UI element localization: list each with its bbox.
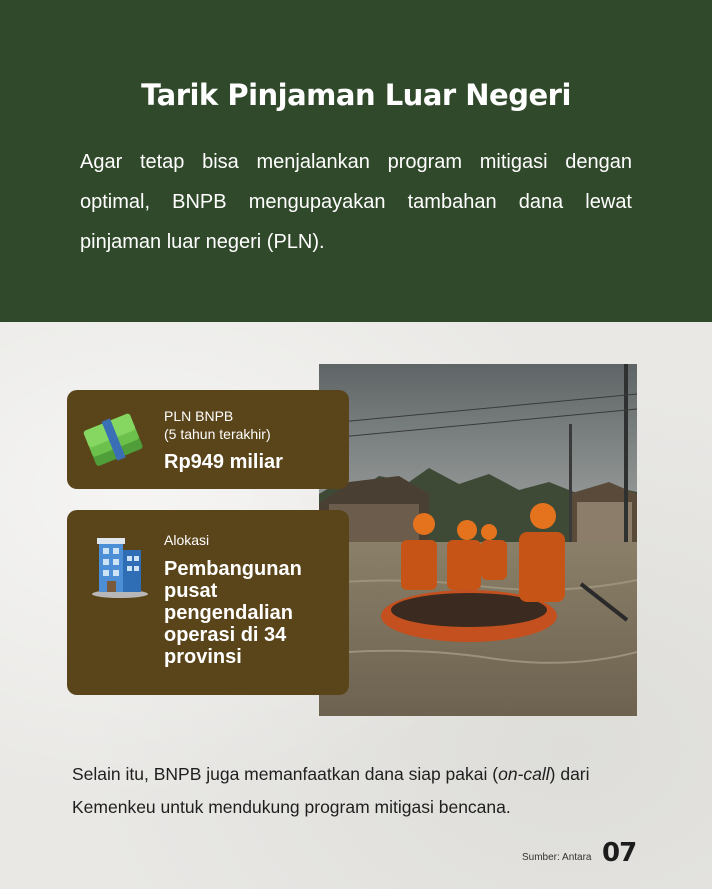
page-number: 07 — [602, 838, 637, 868]
allocation-card — [67, 510, 349, 695]
header-banner — [0, 0, 712, 322]
card-label-title: PLN BNPB — [164, 408, 234, 424]
building-icon — [89, 532, 151, 605]
closing-text-after: ) dari Kemenkeu untuk mendukung program mitigasi bencana. — [72, 764, 590, 817]
closing-text-italic: on-call — [498, 764, 550, 784]
intro-paragraph: Agar tetap bisa menjalankan program mitigasi dengan optimal, BNPB mengupayakan tambahan dana lewat pinjaman luar negeri (PLN). — [80, 151, 632, 253]
card-label-title: Alokasi — [164, 532, 210, 548]
source-credit: Sumber: Antara — [522, 852, 592, 863]
pln-amount-card — [67, 390, 349, 489]
allocation-value: Pembangunan pusat pengendalian operasi di 34 provinsi — [164, 558, 302, 668]
money-stack-icon — [82, 408, 148, 475]
page-title: Tarik Pinjaman Luar Negeri — [141, 78, 571, 112]
rescue-boat-photo — [319, 364, 637, 716]
card-label-subtitle: (5 tahun terakhir) — [164, 426, 271, 442]
pln-value: Rp949 miliar — [164, 451, 283, 473]
closing-text-before: Selain itu, BNPB juga memanfaatkan dana siap pakai ( — [72, 764, 499, 784]
closing-paragraph — [72, 758, 652, 824]
